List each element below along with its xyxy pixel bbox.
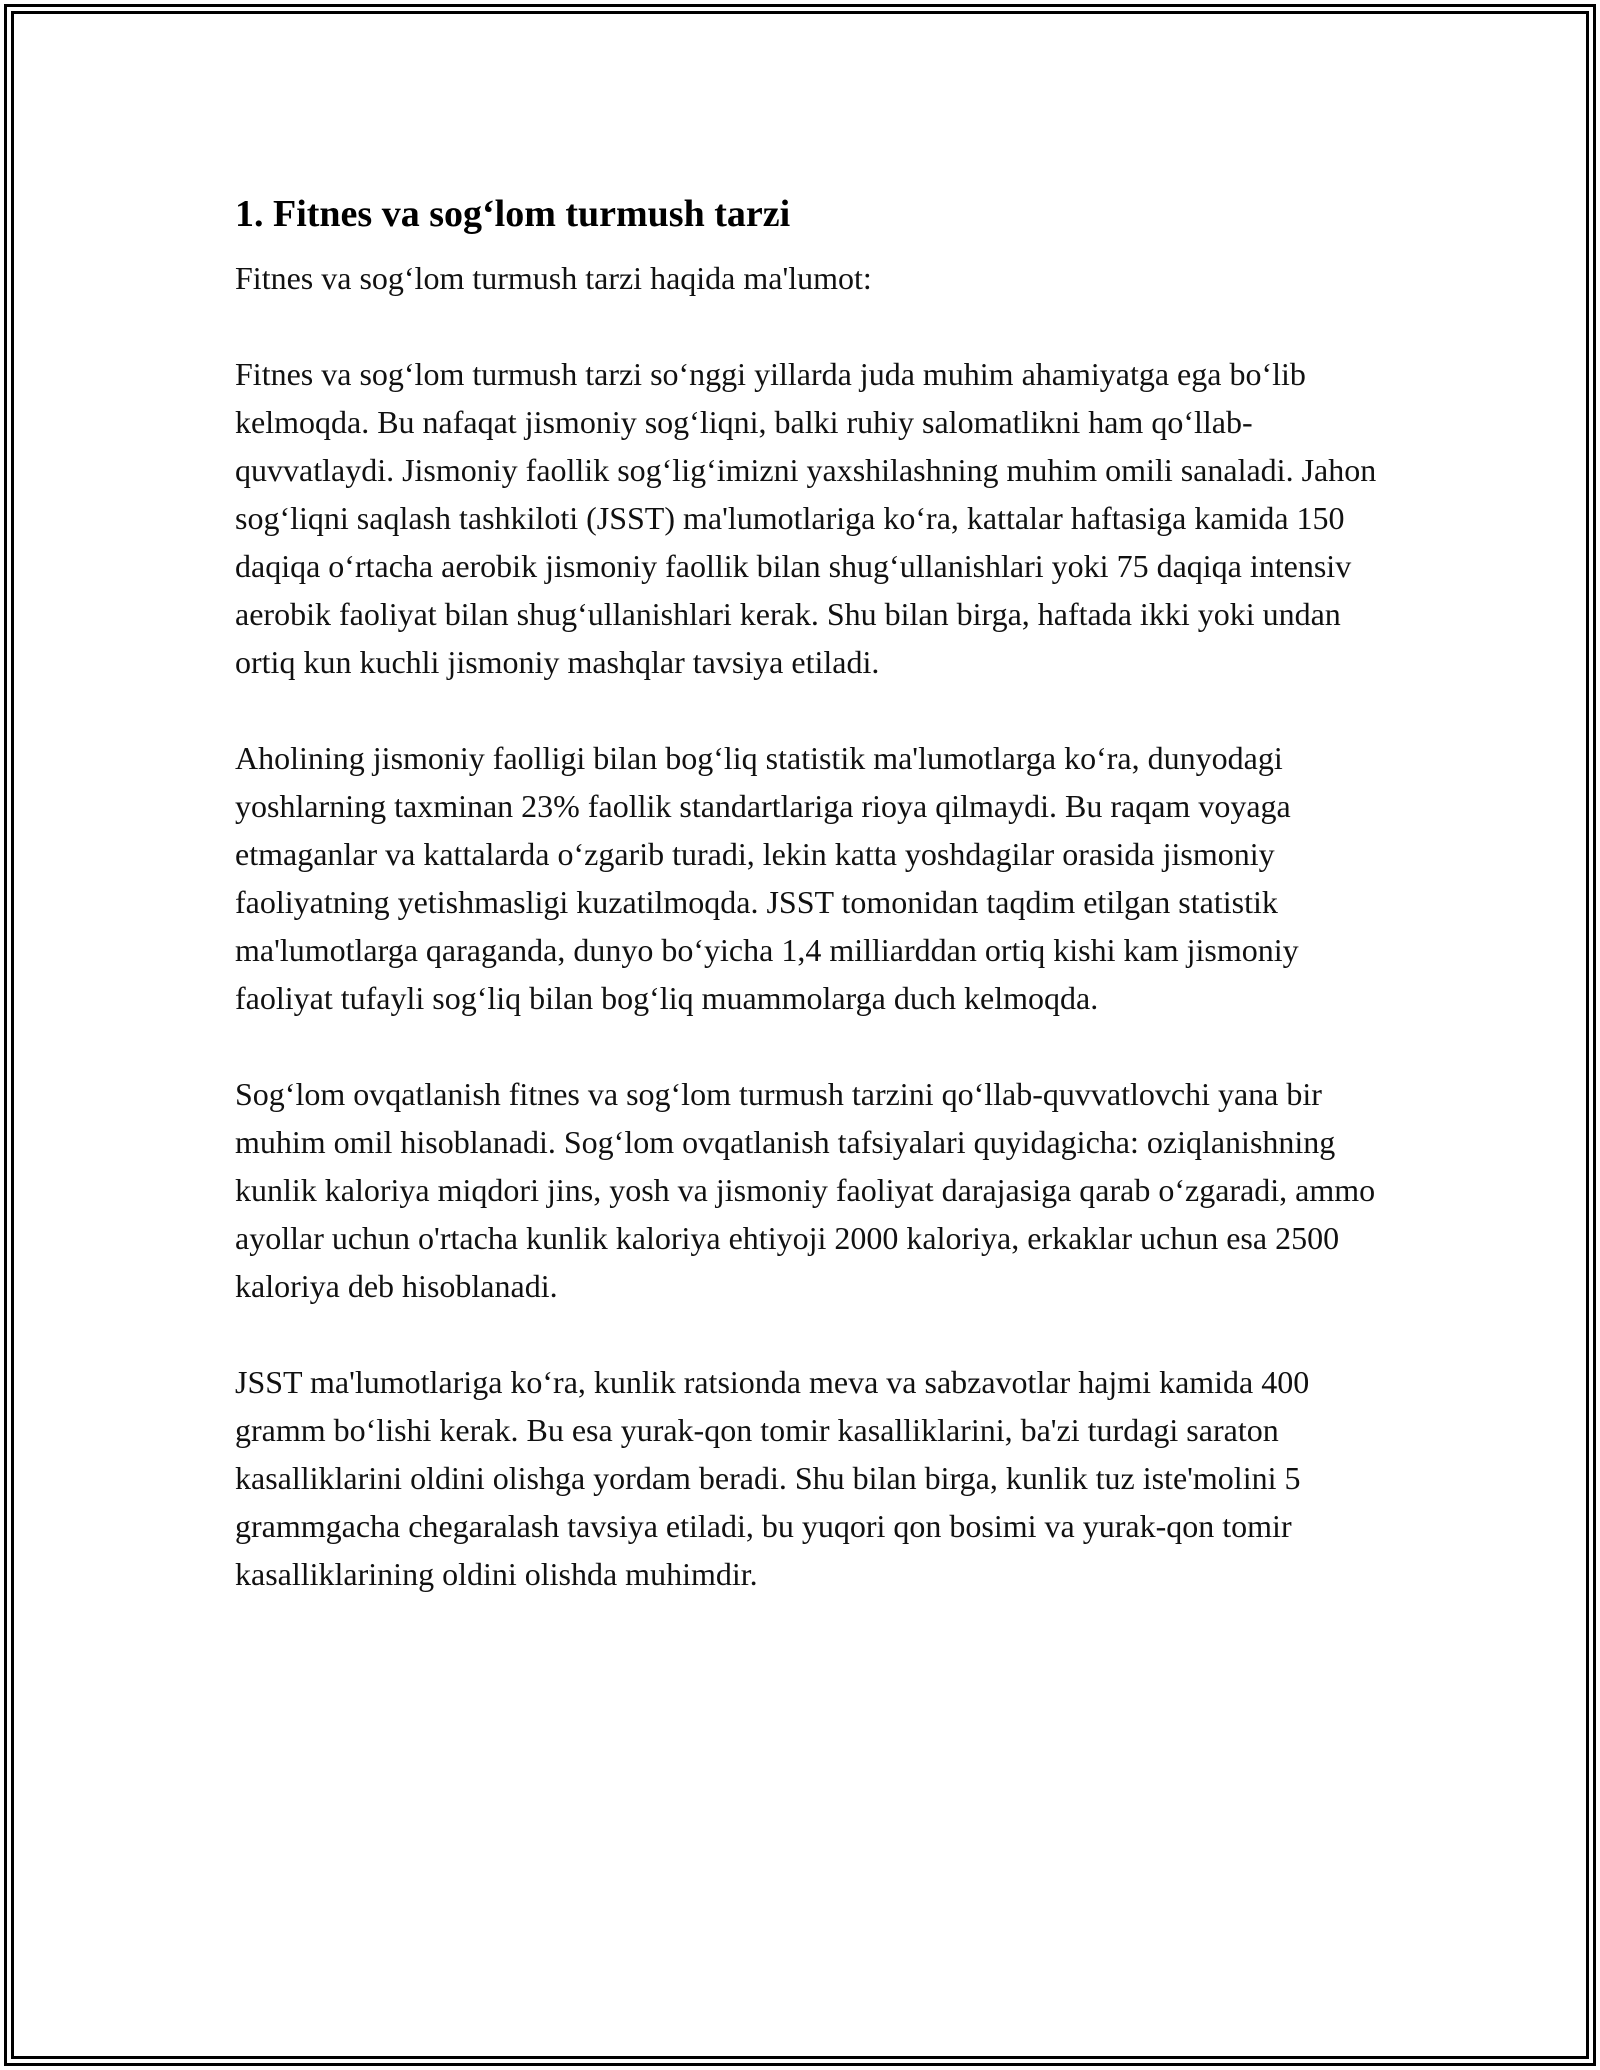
- paragraph-activity-statistics: Aholining jismoniy faolligi bilan bog‘liq statistik ma'lumotlarga ko‘ra, dunyodagi yoshlarning taxminan 23% faollik standartlariga rioya qilmaydi. Bu raqam voyaga etmaganlar va kattalarda o‘zgarib turadi, lekin katta yoshdagilar orasida jismoniy faoliyatning yetishmasligi kuzatilmoqda. JSST tomonidan taqdim etilgan statistik ma'lumotlarga qaraganda, dunyo bo‘yicha 1,4 milliarddan ortiq kishi kam jismoniy faoliyat tufayli sog‘liq bilan bog‘liq muammolarga duch kelmoqda.: [235, 740, 1299, 1016]
- intro-line: Fitnes va sog‘lom turmush tarzi haqida ma'lumot:: [235, 260, 872, 296]
- paragraph-fitness-importance: Fitnes va sog‘lom turmush tarzi so‘nggi yillarda juda muhim ahamiyatga ega bo‘lib kelmoqda. Bu nafaqat jismoniy sog‘liqni, balki ruhiy salomatlikni ham qo‘llab-quvvatlaydi. Jismoniy faollik sog‘lig‘imizni yaxshilashning muhim omili sanaladi. Jahon sog‘liqni saqlash tashkiloti (JSST) ma'lumotlariga ko‘ra, kattalar haftasiga kamida 150 daqiqa o‘rtacha aerobik jismoniy faollik bilan shug‘ullanishlari yoki 75 daqiqa intensiv aerobik faoliyat bilan shug‘ullanishlari kerak. Shu bilan birga, haftada ikki yoki undan ortiq kun kuchli jismoniy mashqlar tavsiya etiladi.: [235, 356, 1377, 680]
- section-heading: 1. Fitnes va sog‘lom turmush tarzi: [235, 193, 791, 235]
- paragraph-healthy-eating: Sog‘lom ovqatlanish fitnes va sog‘lom turmush tarzini qo‘llab-quvvatlovchi yana bir muhim omil hisoblanadi. Sog‘lom ovqatlanish tafsiyalari quyidagicha: oziqlanishning kunlik kaloriya miqdori jins, yosh va jismoniy faoliyat darajasiga qarab o‘zgaradi, ammo ayollar uchun o'rtacha kunlik kaloriya ehtiyoji 2000 kaloriya, erkaklar uchun esa 2500 kaloriya deb hisoblanadi.: [235, 1076, 1376, 1304]
- document-body: [235, 188, 1395, 1646]
- paragraph-who-recommendations: JSST ma'lumotlariga ko‘ra, kunlik ratsionda meva va sabzavotlar hajmi kamida 400 gramm bo‘lishi kerak. Bu esa yurak-qon tomir kasalliklarini, ba'zi turdagi saraton kasalliklarini oldini olishga yordam beradi. Shu bilan birga, kunlik tuz iste'molini 5 grammgacha chegaralash tavsiya etiladi, bu yuqori qon bosimi va yurak-qon tomir kasalliklarining oldini olishda muhimdir.: [235, 1364, 1310, 1592]
